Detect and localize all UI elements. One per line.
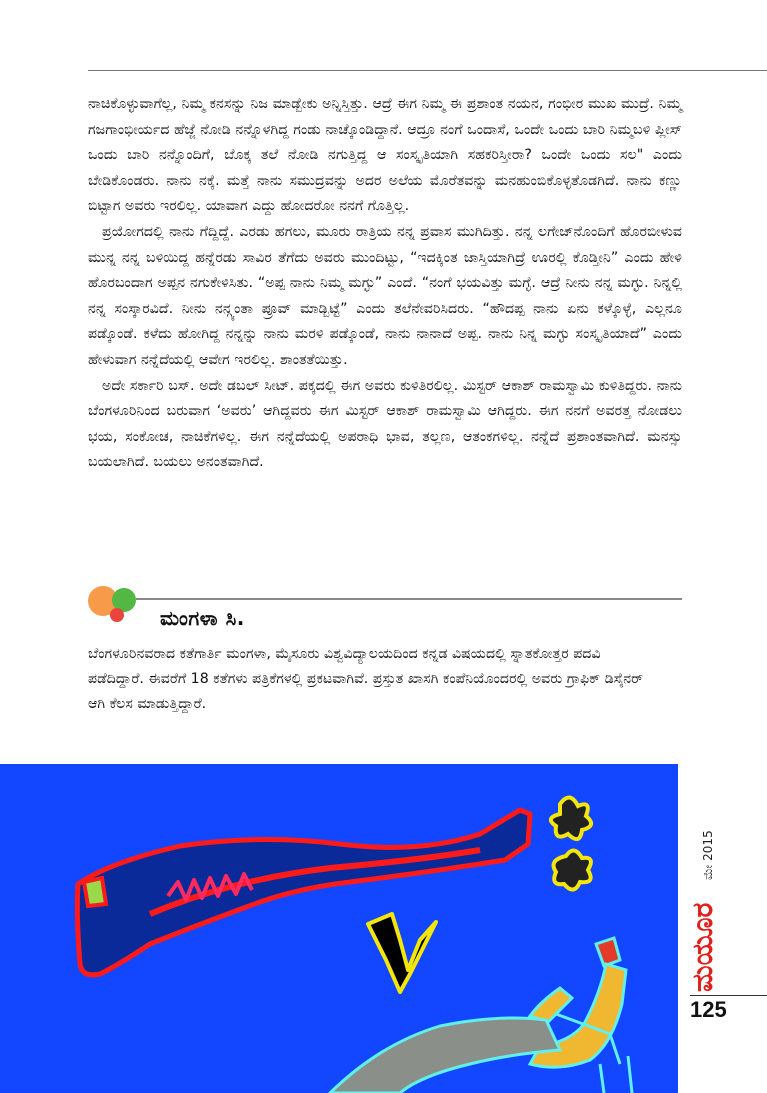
author-name: ಮಂಗಳಾ ಸಿ. [160, 606, 245, 630]
story-paragraph-2: ಪ್ರಯೋಗದಲ್ಲಿ ನಾನು ಗೆದ್ದಿದ್ದೆ. ಎರಡು ಹಗಲು, ಮೂರು ರಾತ್ರಿಯ ನನ್ನ ಪ್ರವಾಸ ಮುಗಿದಿತ್ತು. ನನ್ನ ಲಗೇಜ್‌ನೊಂದಿಗೆ ಹೊರಬೀಳುವ ಮುನ್ನ ನನ್ನ ಬಳಿಯಿದ್ದ ಹನ್ನೆರಡು ಸಾವಿರ ತೆಗೆದು ಅವರು ಮುಂದಿಟ್ಟು, “ಇದಕ್ಕಿಂತ ಜಾಸ್ತಿಯಾಗಿದ್ರೆ ಊರಲ್ಲಿ ಕೊಡ್ತೀನಿ” ಎಂದು ಹೇಳಿ ಹೊರಬಂದಾಗ ಅಪ್ಪನ ನಗುಕೇಳಿಸಿತು. “ಅಪ್ಪ ನಾನು ನಿಮ್ಮ ಮಗ್ಳು” ಎಂದೆ. “ನಂಗೆ ಭಯವಿತ್ತು ಮಗ್ಳೆ. ಆದ್ರೆ ನೀನು ನನ್ನ ಮಗ್ಳು. ನಿನ್ನಲ್ಲಿ ನನ್ನ ಸಂಸ್ಕಾರವಿದೆ. ನೀನು ನನ್ಗ್ಯಂತಾ ಪ್ರೂವ್ ಮಾಡ್ಬಿಟ್ಟೆ” ಎಂದು ತಲೆನೇವರಿಸಿದರು. “ಹೌದಪ್ಪ ನಾನು ಏನು ಕಳ್ಕೊಳ್ಳೆ, ಎಲ್ಲನೂ ಪಡ್ಕೊಂಡೆ. ಕಳೆದು ಹೋಗಿದ್ದ ನನ್ನನ್ನು ನಾನು ಮರಳಿ ಪಡ್ಕೊಂಡೆ, ನಾನು ನಾನಾದೆ ಅಪ್ಪ. ನಾನು ನಿನ್ನ ಮಗ್ಳು ಸಂಸ್ಕೃತಿಯಾದೆ” ಎಂದು ಹೇಳುವಾಗ ನನ್ನೆದೆಯಲ್ಲಿ ಆವೇಗ ಇರಲಿಲ್ಲ. ಶಾಂತತೆಯಿತ್ತು. [88, 223, 682, 368]
magazine-masthead [686, 796, 726, 996]
flower-shapes [551, 797, 591, 889]
author-bio: ಬೆಂಗಳೂರಿನವರಾದ ಕತೆಗಾರ್ತಿ ಮಂಗಳಾ, ಮೈಸೂರು ವಿಶ್ವವಿದ್ಯಾಲಯದಿಂದ ಕನ್ನಡ ವಿಷಯದಲ್ಲಿ ಸ್ನಾತಕೋತ್ತರ ಪದವಿ ಪಡೆದಿದ್ದಾರೆ. ಈವರೆಗೆ 18 ಕತೆಗಳು ಪತ್ರಿಕೆಗಳಲ್ಲಿ ಪ್ರಕಟವಾಗಿವೆ. ಪ್ರಸ್ತುತ ಖಾಸಗಿ ಕಂಪೆನಿಯೊಂದರಲ್ಲಿ ಅವರು ಗ್ರಾಫಿಕ್ ಡಿಸೈನರ್ ಆಗಿ ಕೆಲಸ ಮಾಡುತ್ತಿದ್ದಾರೆ. [88, 646, 644, 712]
seated-figure [330, 938, 632, 1093]
red-dot-icon [110, 608, 124, 622]
page-number-rule [690, 995, 767, 996]
bird-shape [368, 914, 436, 992]
illustration [0, 764, 678, 1093]
page-number: 125 [690, 997, 727, 1022]
author-rule [136, 598, 682, 600]
story-paragraph-1: ನಾಚಿಕೊಳ್ಳುವಾಗೆಲ್ಲ, ನಿಮ್ಮ ಕನಸನ್ನು ನಿಜ ಮಾಡ್ಬೇಕು ಅನ್ನಿಸ್ತಿತ್ತು. ಆದ್ರೆ ಈಗ ನಿಮ್ಮ ಈ ಪ್ರಶಾಂತ ನಯನ, ಗಂಭೀರ ಮುಖ ಮುದ್ರೆ. ನಿಮ್ಮ ಗಜಗಾಂಭೀರ್ಯದ ಹೆಜ್ಜೆ ನೋಡಿ ನನ್ನೊಳಗಿದ್ದ ಗಂಡು ನಾಚ್ಕೊಂಡಿದ್ದಾನೆ. ಆದ್ರೂ ನಂಗೆ ಒಂದಾಸೆ, ಒಂದೇ ಒಂದು ಬಾರಿ ನಿಮ್ಮಬಳಿ ಪ್ಲೀಸ್ ಒಂದು ಬಾರಿ ನನ್ನೊಂದಿಗೆ, ಬೊಕ್ಕ ತಲೆ ನೋಡಿ ನಗುತ್ತಿದ್ದ ಆ ಸಂಸ್ಕೃತಿಯಾಗಿ ಸಹಕರಿಸ್ತೀರಾ? ಒಂದೇ ಒಂದು ಸಲ" ಎಂದು ಬೇಡಿಕೊಂಡರು. ನಾನು ನಕ್ಕೆ. ಮತ್ತೆ ನಾನು ಸಮುದ್ರವನ್ನು ಅದರ ಅಲೆಯ ಮೊರೆತವನ್ನು ಮನಹುಂಬಿಕೊಳ್ಳತೊಡಗಿದೆ. ನಾನು ಕಣ್ಣು ಬಿಟ್ಟಾಗ ಅವರು ಇರಲಿಲ್ಲ. ಯಾವಾಗ ಎದ್ದು ಹೋದರೋ ನನಗೆ ಗೊತ್ತಿಲ್ಲ. [88, 96, 682, 215]
author-heading [88, 586, 682, 630]
issue-date: ಮೇ 2015 [701, 830, 715, 880]
reclining-figure [77, 810, 530, 975]
story-text [88, 92, 682, 476]
magazine-title: ಮಯೂರ [686, 902, 719, 992]
story-paragraph-3: ಅದೇ ಸರ್ಕಾರಿ ಬಸ್. ಅದೇ ಡಬಲ್ ಸೀಟ್. ಪಕ್ಕದಲ್ಲಿ ಈಗ ಅವರು ಕುಳಿತಿರಲಿಲ್ಲ. ಮಿಸ್ಟರ್ ಆಕಾಶ್ ರಾಮಸ್ವಾಮಿ ಕುಳಿತಿದ್ದರು. ನಾನು ಬೆಂಗಳೂರಿನಿಂದ ಬರುವಾಗ ‘ಅವರು’ ಆಗಿದ್ದವರು ಈಗ ಮಿಸ್ಟರ್ ಆಕಾಶ್ ರಾಮಸ್ವಾಮಿ ಆಗಿದ್ದರು. ಈಗ ನನಗೆ ಅವರತ್ತ ನೋಡಲು ಭಯ, ಸಂಕೋಚ, ನಾಚಿಕೆಗಳಿಲ್ಲ. ಈಗ ನನ್ನೆದೆಯಲ್ಲಿ ಅಪರಾಧಿ ಭಾವ, ತಲ್ಲಣ, ಆತಂಕಗಳಿಲ್ಲ. ನನ್ನೆದೆ ಪ್ರಶಾಂತವಾಗಿದೆ. ಮನಸ್ಸು ಬಯಲಾಗಿದೆ. ಬಯಲು ಅನಂತವಾಗಿದೆ. [88, 377, 682, 471]
header-rule [88, 70, 767, 71]
